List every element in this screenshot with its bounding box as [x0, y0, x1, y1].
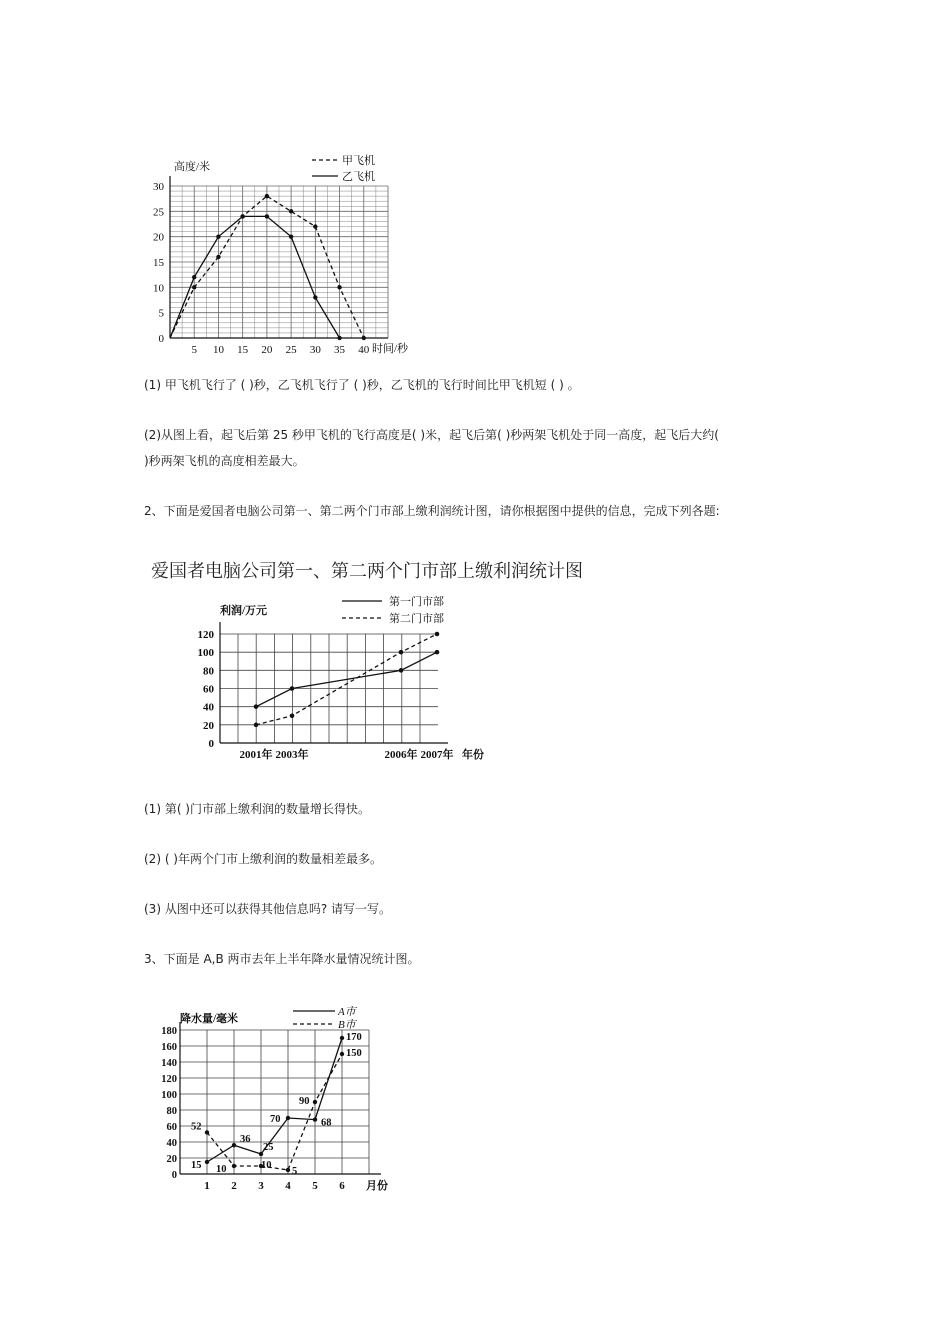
question-2-intro: 2、下面是爱国者电脑公司第一、第二两个门市部上缴利润统计图，请你根据图中提供的信息，完成下列各题: [144, 504, 720, 518]
x-tick-label: 1 [204, 1180, 210, 1192]
y-tick-label: 180 [161, 1026, 177, 1037]
x-tick-label: 2003年 [275, 749, 309, 761]
y-tick-label: 60 [203, 683, 214, 696]
data-point [399, 650, 404, 655]
chart-profit [190, 590, 500, 770]
data-label: 52 [191, 1121, 202, 1133]
chart-airplane-altitude [140, 150, 430, 365]
data-point [265, 194, 269, 198]
x-tick-label: 2007年 [420, 749, 454, 761]
data-point [435, 632, 440, 637]
x-tick-label: 15 [237, 344, 249, 356]
data-point [340, 1052, 344, 1056]
legend-label-jia: 甲飞机 [342, 155, 375, 167]
y-tick-label: 20 [166, 1154, 177, 1165]
data-point [232, 1164, 236, 1168]
y-tick-label: 10 [153, 282, 164, 295]
y-tick-label: 5 [158, 307, 164, 320]
y-tick-label: 100 [161, 1090, 177, 1101]
question-1-2-line-a: (2)从图上看，起飞后第 25 秒甲飞机的飞行高度是( )米，起飞后第( )秒两架飞机处于同一高度，起飞后大约( [144, 428, 719, 442]
legend [293, 1005, 358, 1031]
x-tick-label: 2006年 [384, 749, 418, 761]
data-label: 68 [321, 1117, 332, 1129]
data-point [313, 1100, 317, 1104]
x-tick-label: 5 [191, 344, 197, 356]
legend-label-store-2: 第二门市部 [389, 613, 444, 625]
series-lines [191, 1032, 362, 1177]
legend-label-store-1: 第一门市部 [389, 596, 444, 608]
grid [220, 634, 438, 743]
x-tick-label: 10 [212, 344, 224, 356]
y-tick-label: 0 [208, 738, 214, 750]
data-point [337, 336, 341, 340]
data-point [290, 686, 295, 691]
x-axis-label: 年份 [462, 749, 484, 761]
data-label: 90 [299, 1096, 310, 1107]
data-point [399, 668, 404, 673]
y-tick-label: 15 [153, 257, 164, 269]
data-point [240, 214, 244, 218]
x-tick-label: 40 [358, 344, 370, 356]
data-point [289, 209, 293, 213]
legend [312, 153, 375, 183]
data-point [313, 1117, 317, 1121]
data-point [289, 234, 293, 238]
x-tick-label: 6 [339, 1180, 345, 1192]
y-tick-label: 140 [161, 1058, 177, 1069]
chart-precipitation [150, 1000, 410, 1195]
data-point [313, 295, 317, 299]
y-tick-label: 100 [197, 647, 214, 660]
y-tick-label: 80 [166, 1106, 177, 1117]
x-tick-label: 5 [312, 1180, 318, 1192]
data-point [337, 285, 341, 289]
y-tick-label: 160 [161, 1042, 177, 1053]
y-tick-label: 20 [153, 231, 164, 244]
y-tick-label: 30 [153, 181, 164, 193]
x-tick-label: 30 [309, 344, 321, 356]
data-point [232, 1143, 236, 1147]
axes [153, 176, 388, 356]
y-tick-label: 60 [166, 1122, 177, 1133]
data-point [205, 1160, 209, 1164]
data-point [254, 704, 259, 709]
x-axis-label: 时间/秒 [372, 343, 409, 355]
question-2-2: (2) ( )年两个门市上缴利润的数量相差最多。 [144, 852, 382, 866]
series-line-0 [256, 652, 437, 707]
data-point [286, 1116, 290, 1120]
data-point [340, 1036, 344, 1040]
data-label: 170 [346, 1032, 362, 1043]
y-axis-label: 高度/米 [174, 161, 211, 173]
y-tick-label: 40 [203, 701, 214, 714]
y-tick-label: 80 [203, 665, 214, 678]
data-label: 10 [216, 1164, 227, 1175]
question-1-1: (1) 甲飞机飞行了 ( )秒，乙飞机飞行了 ( )秒，乙飞机的飞行时间比甲飞机短 ( ) 。 [144, 378, 580, 392]
question-1-2-line-b: )秒两架飞机的高度相差最大。 [144, 454, 305, 468]
legend-label-yi: 乙飞机 [342, 171, 375, 183]
legend-label-b: B市 [338, 1019, 356, 1031]
y-axis-label: 利润/万元 [220, 605, 268, 617]
x-tick-label: 20 [261, 344, 273, 356]
x-axis-label: 月份 [366, 1180, 388, 1192]
question-2-1: (1) 第( )门市部上缴利润的数量增长得快。 [144, 802, 370, 816]
y-axis-label: 降水量/毫米 [180, 1013, 239, 1025]
data-point [216, 255, 220, 259]
x-tick-label: 25 [285, 344, 297, 356]
data-point [192, 285, 196, 289]
data-label: 70 [270, 1114, 281, 1125]
data-point [205, 1130, 209, 1134]
data-point [216, 234, 220, 238]
data-point [313, 224, 317, 228]
series-line-0 [207, 1038, 342, 1162]
y-tick-label: 0 [171, 1170, 177, 1181]
data-point [265, 214, 269, 218]
series-lines [254, 632, 440, 727]
data-label: 150 [346, 1048, 362, 1059]
y-tick-label: 120 [161, 1074, 177, 1085]
question-3-intro: 3、下面是 A,B 两市去年上半年降水量情况统计图。 [144, 952, 420, 966]
grid [180, 1030, 369, 1174]
x-tick-label: 3 [258, 1180, 264, 1192]
data-point [286, 1168, 290, 1172]
x-tick-label: 2001年 [239, 749, 273, 761]
legend-label-a: A市 [338, 1006, 356, 1018]
y-tick-label: 25 [153, 206, 164, 219]
series-line-1 [207, 1054, 342, 1170]
axes [198, 622, 454, 761]
data-point [192, 275, 196, 279]
x-tick-label: 4 [285, 1180, 291, 1192]
chart-2-title: 爱国者电脑公司第一、第二两个门市部上缴利润统计图 [151, 561, 583, 582]
data-label: 36 [240, 1134, 251, 1146]
data-point [290, 713, 295, 718]
data-label: 25 [263, 1142, 274, 1153]
data-label: 15 [191, 1160, 202, 1171]
question-2-3: (3) 从图中还可以获得其他信息吗? 请写一写。 [144, 902, 391, 916]
y-tick-label: 40 [166, 1138, 177, 1149]
data-point [435, 650, 440, 655]
x-tick-label: 35 [334, 344, 346, 356]
data-label: 10 [261, 1160, 272, 1171]
legend [342, 594, 444, 625]
y-tick-label: 0 [158, 333, 164, 345]
y-tick-label: 120 [197, 629, 214, 641]
data-label: 5 [292, 1166, 298, 1177]
data-point [362, 336, 366, 340]
y-tick-label: 20 [203, 719, 214, 732]
data-point [254, 723, 259, 728]
x-tick-label: 2 [231, 1180, 237, 1192]
